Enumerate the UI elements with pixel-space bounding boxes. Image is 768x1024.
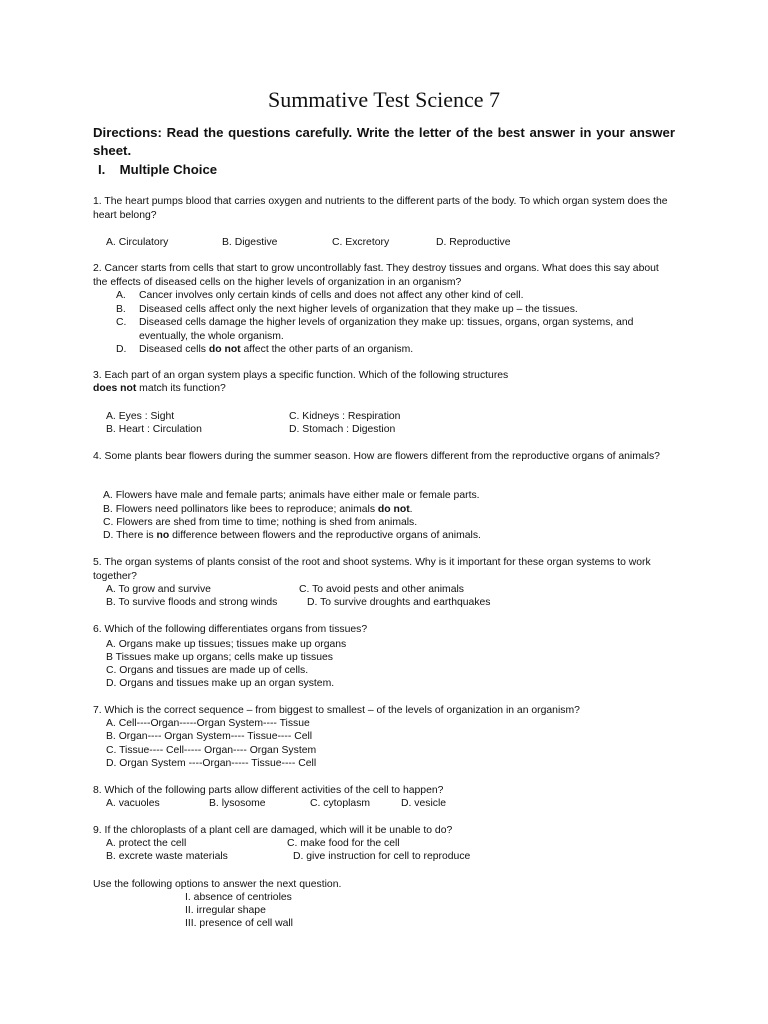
q3-choice-b: B. Heart : Circulation xyxy=(106,424,202,435)
q3-choice-a: A. Eyes : Sight xyxy=(106,411,175,422)
question-7-text: 7. Which is the correct sequence – from biggest to smallest – of the levels of organization in an organism? xyxy=(93,705,580,716)
q4-choice-b-emphasis: do not xyxy=(377,504,410,515)
q4-choice-c: C. Flowers are shed from time to time; nothing is shed from animals. xyxy=(103,517,418,528)
page-title: Summative Test Science 7 xyxy=(267,87,501,112)
section-heading xyxy=(98,161,217,179)
q9-choice-c: C. make food for the cell xyxy=(287,838,400,849)
question-3-emphasis: does not xyxy=(93,383,137,394)
q6-choice-c: C. Organs and tissues are made up of cells. xyxy=(106,665,309,676)
section-number: I. xyxy=(98,162,106,177)
question-8-text: 8. Which of the following parts allow different activities of the cell to happen? xyxy=(93,785,444,796)
q4-choice-d-post: difference between flowers and the reproductive organs of animals. xyxy=(169,530,481,541)
question-4-text: 4. Some plants bear flowers during the summer season. How are flowers different from the reproductive organs of animals? xyxy=(93,451,660,462)
q4-choice-a: A. Flowers have male and female parts; animals have either male or female parts. xyxy=(103,490,480,501)
q2-choice-b-text: Diseased cells affect only the next higher levels of organization that they make up – the tissues. xyxy=(139,303,578,315)
question-6-text: 6. Which of the following differentiates organs from tissues? xyxy=(93,624,368,635)
question-2-text: 2. Cancer starts from cells that start to grow uncontrollably fast. They destroy tissues and organs. What does this say about the effects of diseased cells on the higher levels of organization in an organism? xyxy=(93,263,659,288)
q7-choice-d: D. Organ System ----Organ----- Tissue---- Cell xyxy=(106,758,317,769)
q4-choice-b xyxy=(103,503,413,517)
q6-choice-a: A. Organs make up tissues; tissues make up organs xyxy=(106,639,347,650)
q6-choice-b: B Tissues make up organs; cells make up tissues xyxy=(106,652,333,663)
q5-choice-b: B. To survive floods and strong winds xyxy=(106,597,278,608)
q7-choice-a: A. Cell----Organ-----Organ System---- Tissue xyxy=(106,718,310,729)
option-i: I. absence of centrioles xyxy=(185,892,292,903)
q2-choice-c xyxy=(116,316,646,343)
q2-choice-c-letter: C. xyxy=(116,317,127,328)
question-3-line-1: 3. Each part of an organ system plays a specific function. Which of the following structures xyxy=(93,370,509,381)
q5-choice-c: C. To avoid pests and other animals xyxy=(299,584,464,595)
directions-text: Directions: Read the questions carefully. Write the letter of the best answer in your answer sheet. xyxy=(93,125,675,158)
q4-choice-d-emphasis: no xyxy=(156,530,170,541)
option-iii: III. presence of cell wall xyxy=(185,918,293,929)
q2-choice-a xyxy=(116,289,646,303)
question-3-line-2-post: match its function? xyxy=(136,383,226,394)
q3-choice-d: D. Stomach : Digestion xyxy=(289,424,396,435)
q7-choice-c: C. Tissue---- Cell----- Organ---- Organ System xyxy=(106,745,317,756)
q7-choice-b: B. Organ---- Organ System---- Tissue---- Cell xyxy=(106,731,313,742)
q2-choice-d xyxy=(116,343,646,357)
q2-choice-d-letter: D. xyxy=(116,344,127,355)
q2-choice-b-letter: B. xyxy=(116,303,126,315)
q8-choice-b: B. lysosome xyxy=(209,798,266,809)
q2-choice-c-text: Diseased cells damage the higher levels of organization they make up: tissues, organs, organ systems, and eventually, the whole organism. xyxy=(139,317,634,342)
q8-choice-c: C. cytoplasm xyxy=(310,798,371,809)
q5-choice-a: A. To grow and survive xyxy=(106,584,211,595)
option-ii: II. irregular shape xyxy=(185,905,266,916)
q9-choice-a: A. protect the cell xyxy=(106,838,187,849)
q9-choice-b: B. excrete waste materials xyxy=(106,851,228,862)
q1-choice-b: B. Digestive xyxy=(222,237,278,248)
q5-choice-d: D. To survive droughts and earthquakes xyxy=(307,597,491,608)
q4-choice-d-pre: D. There is xyxy=(103,530,157,541)
q1-choice-a: A. Circulatory xyxy=(106,237,169,248)
q3-choice-c: C. Kidneys : Respiration xyxy=(289,411,401,422)
q8-choice-a: A. vacuoles xyxy=(106,798,160,809)
question-3-line-2 xyxy=(93,382,226,396)
q2-choice-a-letter: A. xyxy=(116,290,126,301)
q9-choice-d: D. give instruction for cell to reproduce xyxy=(293,851,471,862)
q1-choice-d: D. Reproductive xyxy=(436,237,511,248)
question-9-text: 9. If the chloroplasts of a plant cell are damaged, which will it be unable to do? xyxy=(93,825,453,836)
q4-choice-b-pre: B. Flowers need pollinators like bees to reproduce; animals xyxy=(103,504,378,515)
question-5-text: 5. The organ systems of plants consist of the root and shoot systems. Why is it important for these organ systems to work together? xyxy=(93,557,651,582)
question-1-text: 1. The heart pumps blood that carries oxygen and nutrients to the different parts of the body. To which organ system does the heart belong? xyxy=(93,196,668,221)
q2-choice-a-text: Cancer involves only certain kinds of cells and does not affect any other kind of cell. xyxy=(139,290,524,301)
q6-choice-d: D. Organs and tissues make up an organ system. xyxy=(106,678,335,689)
q8-choice-d: D. vesicle xyxy=(401,798,447,809)
options-intro: Use the following options to answer the next question. xyxy=(93,879,342,890)
q2-choices xyxy=(116,289,646,357)
q4-choice-d xyxy=(103,529,481,543)
q2-choice-b xyxy=(116,303,646,317)
q2-choice-d-emphasis: do not xyxy=(208,344,241,355)
q1-choice-c: C. Excretory xyxy=(332,237,390,248)
q2-choice-d-post: affect the other parts of an organism. xyxy=(240,344,414,355)
q4-choice-b-post: . xyxy=(409,504,413,515)
q2-choice-d-pre: Diseased cells xyxy=(139,344,209,355)
section-label: Multiple Choice xyxy=(119,162,218,177)
